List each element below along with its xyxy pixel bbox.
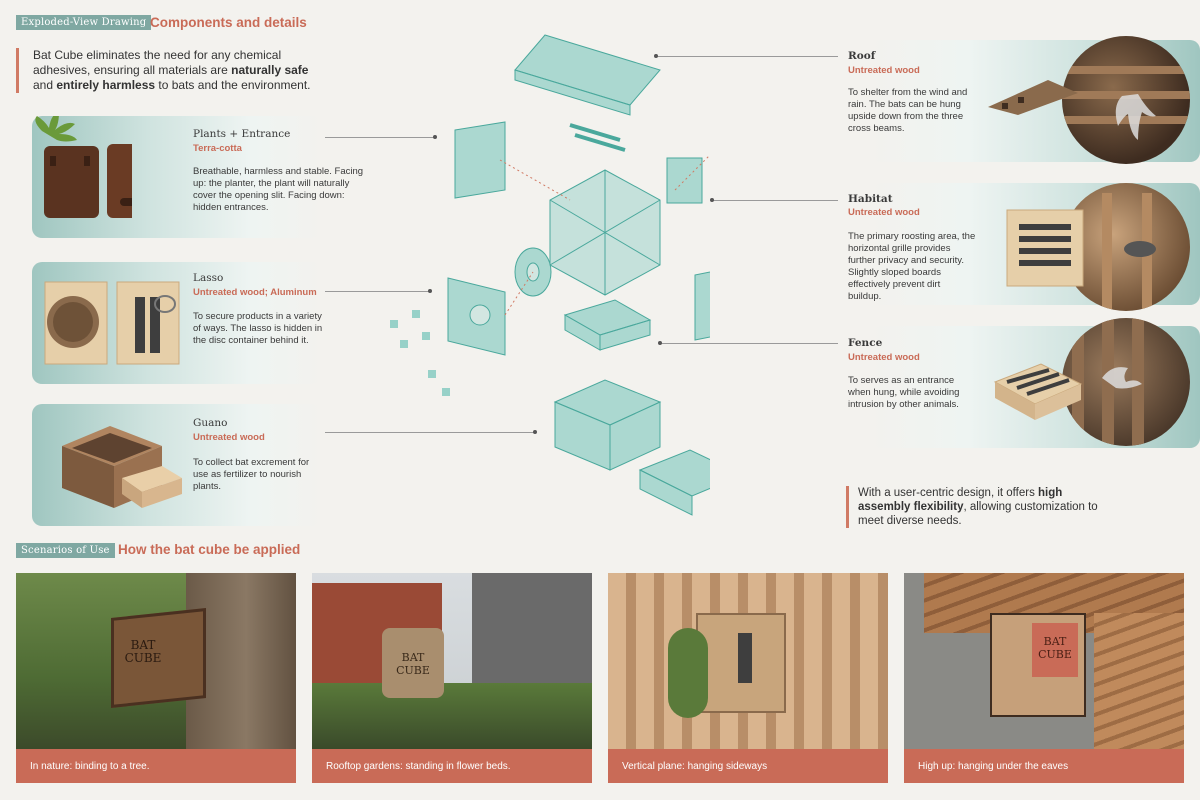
lasso-image [37,262,187,382]
scenario-caption: High up: hanging under the eaves [904,749,1184,783]
guano-title: Guano [193,417,228,429]
plants-panel [455,122,505,198]
guano-material: Untreated wood [193,432,265,443]
scenario-photo [904,573,1184,749]
plants-material: Terra-cotta [193,143,242,154]
scenario-card-rooftop [312,573,592,783]
planter-image [12,116,132,226]
guano-image [52,408,202,528]
intro-line: Bat Cube eliminates the need for any chemical [33,48,282,62]
intro-text [16,48,346,93]
section-title: Components and details [150,15,307,30]
intro-line: to bats and the environment. [155,78,311,92]
fence-description: To serves as an entrance when hung, while avoiding intrusion by other animals. [848,375,960,410]
roof-title: Roof [848,50,876,62]
habitat-title: Habitat [848,193,893,205]
guano-description: To collect bat excrement for use as fertilizer to nourish plants. [193,457,310,492]
scenario-card-nature [16,573,296,783]
intro-line: adhesives, ensuring all materials are [33,63,232,77]
habitat-material: Untreated wood [848,207,920,218]
scenario-photo [312,573,592,749]
habitat-description: The primary roosting area, the horizontal grille provides further privacy and security. Slightly sloped boards effectively prevent dirt buildup. [848,231,976,302]
habitat-leader [712,200,838,201]
habitat-model-image [1005,208,1085,288]
outro-text [846,486,1116,528]
bat-image [1062,36,1190,164]
plants-title: Plants + Entrance [193,128,291,140]
scenario-caption: Vertical plane: hanging sideways [608,749,888,783]
scenario-card-vertical [608,573,888,783]
roof-material: Untreated wood [848,65,920,76]
scenario-caption: Rooftop gardens: standing in flower beds. [312,749,592,783]
box-label: BAT CUBE [396,651,430,677]
fence-material: Untreated wood [848,352,920,363]
outro-line: With a user-centric design, it offers [858,487,1039,499]
intro-emphasis: naturally safe [231,63,309,77]
roof-model-image [988,75,1078,115]
section-tag: Exploded-View Drawing [16,15,151,30]
lasso-description: To secure products in a variety of ways. The lasso is hidden in the disc container behind it. [193,311,323,346]
outro-line: , allowing customization to meet diverse needs. [858,501,1098,527]
roof-bat-photo [1062,36,1190,164]
lasso-material: Untreated wood; Aluminum [193,287,317,298]
roof-description: To shelter from the wind and rain. The bats can be hung upside down from the three cross beams. [848,87,968,134]
lasso-title: Lasso [193,272,224,284]
fence-model-image [993,362,1083,422]
fence-title: Fence [848,337,883,349]
box-label: BAT CUBE [124,638,162,665]
scenario-caption: In nature: binding to a tree. [16,749,296,783]
exploded-view-drawing [330,30,710,530]
intro-line: and [33,78,57,92]
outro-emphasis: high assembly flexibility [858,487,1063,513]
intro-emphasis: entirely harmless [56,78,156,92]
scenario-photo [608,573,888,749]
box-label: BAT CUBE [1038,635,1072,661]
scenarios-tag: Scenarios of Use [16,543,115,558]
scenario-card-eaves [904,573,1184,783]
scenarios-title: How the bat cube be applied [118,542,301,557]
plants-description: Breathable, harmless and stable. Facing up: the planter, the plant will naturally cover the opening slit. Facing down: hidden entrances. [193,166,364,213]
scenario-photo [16,573,296,749]
